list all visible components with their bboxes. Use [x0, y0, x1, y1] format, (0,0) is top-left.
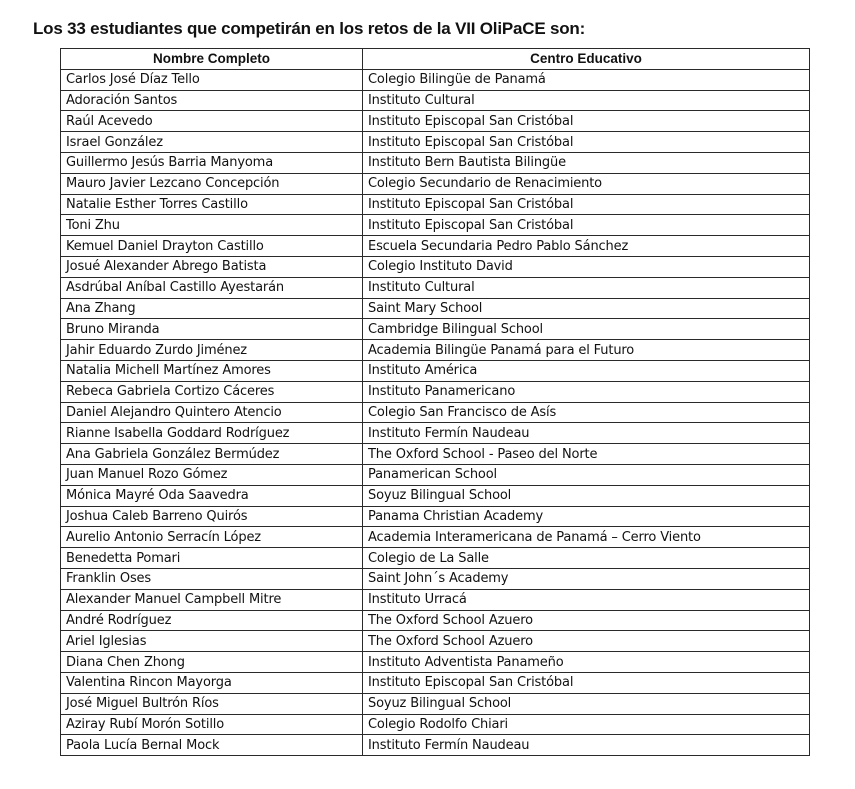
student-name-cell: Aziray Rubí Morón Sotillo: [61, 714, 363, 735]
student-name-cell: Rebeca Gabriela Cortizo Cáceres: [61, 381, 363, 402]
table-row: [61, 672, 810, 693]
student-name-cell: Adoración Santos: [61, 90, 363, 111]
table-row: [61, 652, 810, 673]
school-name-cell: Colegio Bilingüe de Panamá: [363, 69, 810, 90]
student-name-cell: Joshua Caleb Barreno Quirós: [61, 506, 363, 527]
page-title: Los 33 estudiantes que competirán en los retos de la VII OliPaCE son:: [33, 19, 586, 38]
table-row: [61, 402, 810, 423]
school-name-cell: The Oxford School Azuero: [363, 631, 810, 652]
school-name-cell: Academia Bilingüe Panamá para el Futuro: [363, 340, 810, 361]
school-name-cell: Escuela Secundaria Pedro Pablo Sánchez: [363, 236, 810, 257]
student-name-cell: Paola Lucía Bernal Mock: [61, 735, 363, 756]
school-name-cell: Academia Interamericana de Panamá – Cerro Viento: [363, 527, 810, 548]
table-row: [61, 423, 810, 444]
student-name-cell: André Rodríguez: [61, 610, 363, 631]
school-name-cell: Cambridge Bilingual School: [363, 319, 810, 340]
table-row: [61, 506, 810, 527]
table-row: [61, 256, 810, 277]
table-row: [61, 360, 810, 381]
school-name-cell: Instituto Fermín Naudeau: [363, 735, 810, 756]
table-row: [61, 568, 810, 589]
school-name-cell: Instituto América: [363, 360, 810, 381]
school-name-cell: Instituto Bern Bautista Bilingüe: [363, 152, 810, 173]
table-row: [61, 735, 810, 756]
school-name-cell: Instituto Cultural: [363, 90, 810, 111]
students-table: [60, 48, 810, 756]
table-row: [61, 319, 810, 340]
student-name-cell: Israel González: [61, 132, 363, 153]
school-name-cell: Instituto Cultural: [363, 277, 810, 298]
school-name-cell: Instituto Episcopal San Cristóbal: [363, 111, 810, 132]
school-name-cell: Colegio Instituto David: [363, 256, 810, 277]
table-row: [61, 90, 810, 111]
table-row: [61, 444, 810, 465]
table-row: [61, 714, 810, 735]
school-name-cell: Instituto Episcopal San Cristóbal: [363, 132, 810, 153]
student-name-cell: Ariel Iglesias: [61, 631, 363, 652]
student-name-cell: Ana Gabriela González Bermúdez: [61, 444, 363, 465]
student-name-cell: Alexander Manuel Campbell Mitre: [61, 589, 363, 610]
student-name-cell: Franklin Oses: [61, 568, 363, 589]
school-name-cell: Soyuz Bilingual School: [363, 485, 810, 506]
student-name-cell: Benedetta Pomari: [61, 548, 363, 569]
school-name-cell: Panama Christian Academy: [363, 506, 810, 527]
school-name-cell: Instituto Panamericano: [363, 381, 810, 402]
school-name-cell: Soyuz Bilingual School: [363, 693, 810, 714]
school-name-cell: Colegio Secundario de Renacimiento: [363, 173, 810, 194]
school-name-cell: Colegio de La Salle: [363, 548, 810, 569]
table-row: [61, 132, 810, 153]
student-name-cell: Daniel Alejandro Quintero Atencio: [61, 402, 363, 423]
table-row: [61, 152, 810, 173]
table-row: [61, 173, 810, 194]
table-row: [61, 215, 810, 236]
school-name-cell: Instituto Adventista Panameño: [363, 652, 810, 673]
table-body: [61, 69, 810, 755]
student-name-cell: José Miguel Bultrón Ríos: [61, 693, 363, 714]
student-name-cell: Guillermo Jesús Barria Manyoma: [61, 152, 363, 173]
school-name-cell: The Oxford School Azuero: [363, 610, 810, 631]
table-row: [61, 693, 810, 714]
student-name-cell: Mauro Javier Lezcano Concepción: [61, 173, 363, 194]
table-row: [61, 589, 810, 610]
school-name-cell: Instituto Urracá: [363, 589, 810, 610]
table-header-row: [61, 49, 810, 70]
table-row: [61, 381, 810, 402]
student-name-cell: Bruno Miranda: [61, 319, 363, 340]
student-name-cell: Carlos José Díaz Tello: [61, 69, 363, 90]
student-name-cell: Kemuel Daniel Drayton Castillo: [61, 236, 363, 257]
student-name-cell: Rianne Isabella Goddard Rodríguez: [61, 423, 363, 444]
school-name-cell: Panamerican School: [363, 464, 810, 485]
school-name-cell: Instituto Episcopal San Cristóbal: [363, 672, 810, 693]
student-name-cell: Natalia Michell Martínez Amores: [61, 360, 363, 381]
table-row: [61, 69, 810, 90]
student-name-cell: Raúl Acevedo: [61, 111, 363, 132]
school-name-cell: The Oxford School - Paseo del Norte: [363, 444, 810, 465]
student-name-cell: Jahir Eduardo Zurdo Jiménez: [61, 340, 363, 361]
table-row: [61, 194, 810, 215]
student-name-cell: Ana Zhang: [61, 298, 363, 319]
table-row: [61, 631, 810, 652]
column-header-school: Centro Educativo: [363, 49, 810, 70]
table-row: [61, 298, 810, 319]
school-name-cell: Saint John´s Academy: [363, 568, 810, 589]
table-row: [61, 610, 810, 631]
school-name-cell: Colegio Rodolfo Chiari: [363, 714, 810, 735]
student-name-cell: Valentina Rincon Mayorga: [61, 672, 363, 693]
student-name-cell: Toni Zhu: [61, 215, 363, 236]
school-name-cell: Instituto Fermín Naudeau: [363, 423, 810, 444]
table-row: [61, 277, 810, 298]
school-name-cell: Saint Mary School: [363, 298, 810, 319]
student-name-cell: Diana Chen Zhong: [61, 652, 363, 673]
student-name-cell: Juan Manuel Rozo Gómez: [61, 464, 363, 485]
school-name-cell: Instituto Episcopal San Cristóbal: [363, 194, 810, 215]
student-name-cell: Asdrúbal Aníbal Castillo Ayestarán: [61, 277, 363, 298]
student-name-cell: Josué Alexander Abrego Batista: [61, 256, 363, 277]
table-row: [61, 548, 810, 569]
table-row: [61, 236, 810, 257]
school-name-cell: Colegio San Francisco de Asís: [363, 402, 810, 423]
table-row: [61, 527, 810, 548]
column-header-name: Nombre Completo: [61, 49, 363, 70]
table-row: [61, 485, 810, 506]
table-row: [61, 340, 810, 361]
student-name-cell: Aurelio Antonio Serracín López: [61, 527, 363, 548]
school-name-cell: Instituto Episcopal San Cristóbal: [363, 215, 810, 236]
table-row: [61, 111, 810, 132]
student-name-cell: Mónica Mayré Oda Saavedra: [61, 485, 363, 506]
table-row: [61, 464, 810, 485]
student-name-cell: Natalie Esther Torres Castillo: [61, 194, 363, 215]
